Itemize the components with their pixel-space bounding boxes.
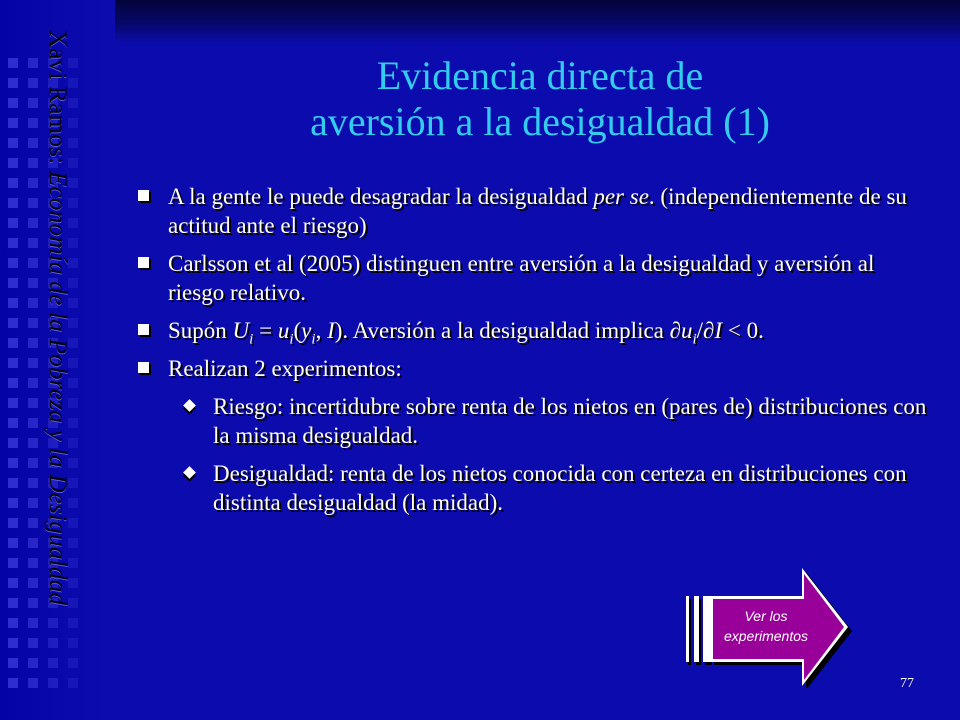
decorative-square: [8, 318, 18, 328]
decorative-square: [8, 58, 18, 68]
decorative-square: [28, 138, 38, 148]
decorative-square: [28, 598, 38, 608]
bullet-item: [138, 316, 928, 348]
top-band: [115, 0, 960, 44]
decorative-square: [68, 658, 78, 668]
page-number: 77: [900, 676, 914, 691]
vertical-credit: [43, 30, 71, 605]
decorative-square: [8, 518, 18, 528]
decorative-square: [8, 478, 18, 488]
decorative-square: [8, 598, 18, 608]
title-line-2: aversión a la desigualdad (1): [310, 99, 770, 144]
bullet-text: Realizan 2 experimentos:: [168, 356, 402, 381]
decorative-square: [68, 638, 78, 648]
diamond-bullet-icon: [183, 466, 196, 479]
slide-title: [160, 53, 920, 145]
decorative-square: [8, 398, 18, 408]
decorative-square: [28, 638, 38, 648]
decorative-square: [8, 158, 18, 168]
credit-course: Economía de la Pobreza y la Desigualdad: [44, 171, 71, 606]
decorative-square: [28, 238, 38, 248]
decorative-square: [48, 658, 58, 668]
decorative-square: [8, 78, 18, 88]
decorative-square: [8, 198, 18, 208]
decorative-square: [48, 678, 58, 688]
decorative-square: [8, 538, 18, 548]
square-bullet-icon: [138, 324, 149, 335]
bullet-item: [138, 249, 928, 307]
decorative-square: [8, 178, 18, 188]
sub-bullet-text: Desigualdad: renta de los nietos conocida con certeza en distribuciones con distinta desigualdad (la midad).: [213, 461, 907, 515]
decorative-square: [28, 258, 38, 268]
decorative-square: [28, 678, 38, 688]
decorative-square: [28, 58, 38, 68]
bullet-text: Carlsson et al (2005) distinguen entre aversión a la desigualdad y aversión al riesgo relativo.: [168, 251, 875, 305]
decorative-square: [48, 638, 58, 648]
decorative-square: [8, 678, 18, 688]
credit-author: Xavi Ramos:: [44, 30, 71, 172]
decorative-square: [28, 278, 38, 288]
decorative-square: [28, 318, 38, 328]
decorative-square: [28, 458, 38, 468]
decorative-square: [28, 398, 38, 408]
bullet-item: [138, 354, 928, 383]
decorative-square: [8, 338, 18, 348]
decorative-square: [8, 658, 18, 668]
ver-experimentos-label[interactable]: Ver los experimentos: [723, 608, 809, 644]
decorative-square: [28, 78, 38, 88]
decorative-square: [28, 378, 38, 388]
slide-content: [138, 182, 928, 526]
decorative-square: [28, 358, 38, 368]
decorative-square: [28, 578, 38, 588]
decorative-square: [8, 378, 18, 388]
decorative-square: [28, 438, 38, 448]
decorative-square: [8, 238, 18, 248]
decorative-square: [28, 558, 38, 568]
decorative-square: [28, 418, 38, 428]
decorative-square: [8, 638, 18, 648]
decorative-square: [48, 618, 58, 628]
decorative-square: [8, 358, 18, 368]
sub-bullet-text: Riesgo: incertidubre sobre renta de los nietos en (pares de) distribuciones con la misma desigualdad.: [213, 394, 927, 448]
decorative-square: [28, 518, 38, 528]
diamond-bullet-icon: [183, 399, 196, 412]
decorative-square: [68, 618, 78, 628]
decorative-square: [28, 98, 38, 108]
decorative-square: [8, 618, 18, 628]
decorative-square: [28, 178, 38, 188]
decorative-square: [28, 298, 38, 308]
square-bullet-icon: [138, 190, 149, 201]
decorative-square: [68, 678, 78, 688]
decorative-square: [8, 298, 18, 308]
decorative-square: [8, 458, 18, 468]
decorative-square: [28, 538, 38, 548]
decorative-square: [8, 218, 18, 228]
decorative-square: [28, 118, 38, 128]
sub-bullet-item: [138, 459, 928, 517]
decorative-square: [8, 578, 18, 588]
decorative-square: [28, 158, 38, 168]
decorative-square: [8, 98, 18, 108]
decorative-square: [8, 258, 18, 268]
decorative-square: [28, 498, 38, 508]
decorative-square: [28, 658, 38, 668]
decorative-square: [8, 138, 18, 148]
decorative-square: [8, 558, 18, 568]
decorative-square: [28, 218, 38, 228]
decorative-square: [28, 618, 38, 628]
square-bullet-icon: [138, 257, 149, 268]
bullet-item: [138, 182, 928, 240]
decorative-square: [28, 198, 38, 208]
title-line-1: Evidencia directa de: [376, 53, 704, 98]
bullet-text: Supón $U_i = u_i(y_i$, I). Aversión a la desigualdad implica $\partial u_i/\partial I < 0$.: [168, 318, 764, 348]
square-bullet-icon: [138, 362, 149, 373]
decorative-square: [8, 498, 18, 508]
decorative-square: [28, 338, 38, 348]
decorative-square: [8, 118, 18, 128]
decorative-square: [8, 278, 18, 288]
sub-bullet-item: [138, 392, 928, 450]
decorative-square: [28, 478, 38, 488]
bullet-text: A la gente le puede desagradar la desigualdad per se. (independientemente de su actitud ante el riesgo): [168, 184, 907, 238]
decorative-square: [8, 438, 18, 448]
decorative-square: [8, 418, 18, 428]
